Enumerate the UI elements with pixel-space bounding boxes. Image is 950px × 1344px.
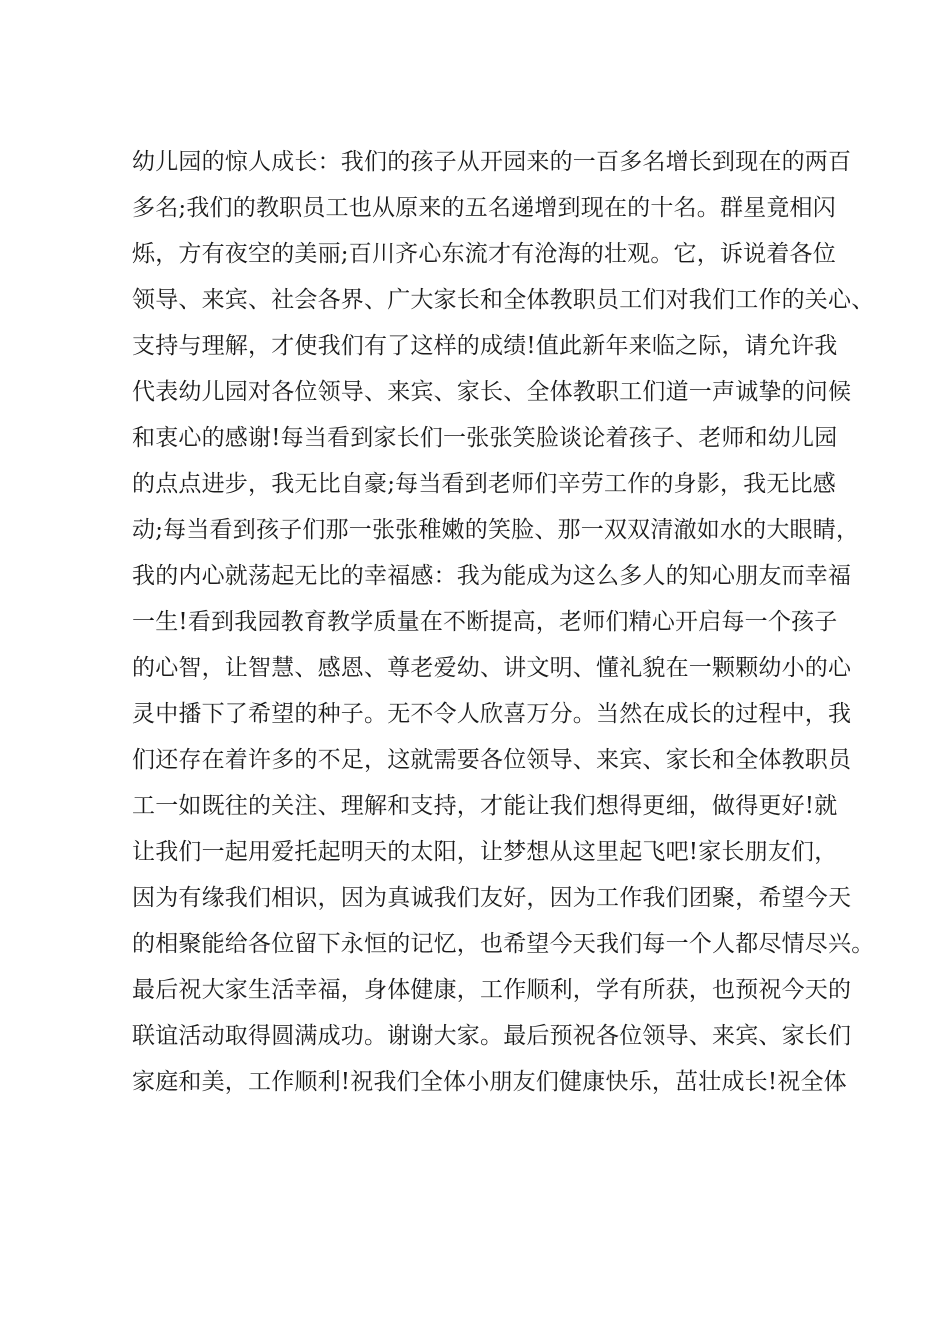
text-line-5: 支持与理解，才使我们有了这样的成绩!值此新年来临之际，请允许我	[132, 333, 838, 359]
text-line-8: 的点点进步，我无比自豪;每当看到老师们辛劳工作的身影，我无比感	[132, 471, 836, 497]
text-line-18: 的相聚能给各位留下永恒的记忆，也希望今天我们每一个人都尽情尽兴。	[132, 931, 875, 957]
text-line-7: 和衷心的感谢!每当看到家长们一张张笑脸谈论着孩子、老师和幼儿园	[132, 425, 838, 451]
text-line-12: 的心智，让智慧、感恩、尊老爱幼、讲文明、懂礼貌在一颗颗幼小的心	[132, 655, 852, 681]
text-line-20: 联谊活动取得圆满成功。谢谢大家。最后预祝各位领导、来宾、家长们	[132, 1023, 852, 1049]
text-line-10: 我的内心就荡起无比的幸福感：我为能成为这么多人的知心朋友而幸福	[132, 563, 852, 589]
text-line-19: 最后祝大家生活幸福，身体健康，工作顺利，学有所获，也预祝今天的	[132, 977, 852, 1003]
text-line-16: 让我们一起用爱托起明天的太阳，让梦想从这里起飞吧!家长朋友们，	[132, 839, 838, 865]
text-line-13: 灵中播下了希望的种子。无不令人欣喜万分。当然在成长的过程中，我	[132, 701, 852, 727]
text-line-11: 一生!看到我园教育教学质量在不断提高，老师们精心开启每一个孩子	[132, 609, 838, 635]
text-line-2: 多名;我们的教职员工也从原来的五名递增到现在的十名。群星竟相闪	[132, 195, 836, 221]
text-line-6: 代表幼儿园对各位领导、来宾、家长、全体教职工们道一声诚挚的问候	[132, 379, 852, 405]
text-line-21: 家庭和美，工作顺利!祝我们全体小朋友们健康快乐，茁壮成长!祝全体	[132, 1069, 847, 1095]
text-line-14: 们还存在着许多的不足，这就需要各位领导、来宾、家长和全体教职员	[132, 747, 852, 773]
text-line-17: 因为有缘我们相识，因为真诚我们友好，因为工作我们团聚，希望今天	[132, 885, 852, 911]
text-line-9: 动;每当看到孩子们那一张张稚嫩的笑脸、那一双双清澈如水的大眼睛，	[132, 517, 860, 543]
body-text	[132, 139, 875, 1105]
text-line-4: 领导、来宾、社会各界、广大家长和全体教职员工们对我们工作的关心、	[132, 287, 875, 313]
text-line-1: 幼儿园的惊人成长：我们的孩子从开园来的一百多名增长到现在的两百	[132, 149, 852, 175]
text-line-3: 烁，方有夜空的美丽;百川齐心东流才有沧海的壮观。它，诉说着各位	[132, 241, 836, 267]
text-line-15: 工一如既往的关注、理解和支持，才能让我们想得更细，做得更好!就	[132, 793, 838, 819]
